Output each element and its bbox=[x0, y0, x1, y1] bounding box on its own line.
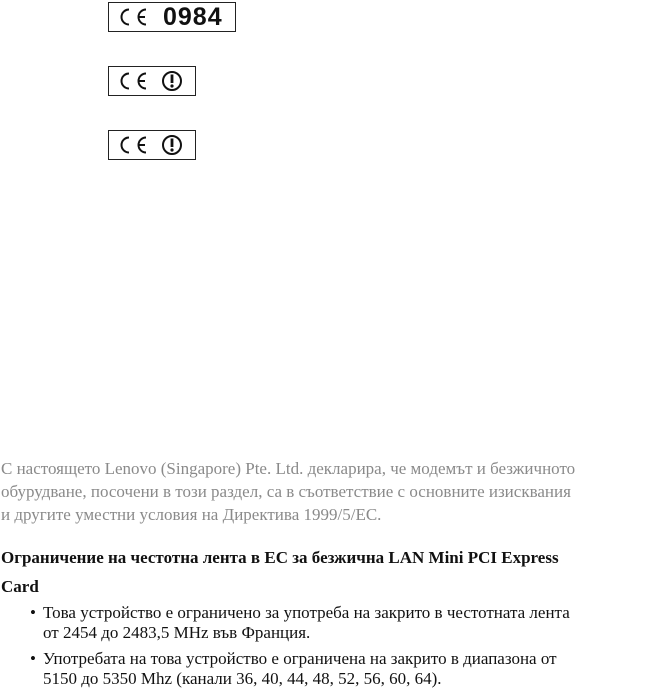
list-item bbox=[30, 603, 664, 643]
ce-mark-alert bbox=[108, 130, 196, 160]
declaration-line: С настоящето Lenovo (Singapore) Pte. Ltd. декларира, че модемът и безжичното bbox=[1, 459, 576, 478]
list-item-text: 5150 до 5350 Mhz (канали 36, 40, 44, 48, 52, 56, 60, 64). bbox=[43, 669, 442, 688]
list-item-text: Употребата на това устройство е ограничена на закрито в диапазона от bbox=[43, 649, 557, 668]
restriction-list bbox=[30, 603, 664, 695]
bullet-icon: • bbox=[30, 603, 36, 622]
ce-mark-0984 bbox=[108, 2, 236, 32]
declaration-paragraph bbox=[1, 457, 664, 526]
bullet-icon: • bbox=[30, 649, 36, 668]
ce-logo-icon bbox=[115, 135, 149, 155]
notified-body-number: 0984 bbox=[163, 2, 223, 31]
list-item-text: Това устройство е ограничено за употреба на закрито в честотната лента bbox=[43, 603, 570, 622]
list-item-text: от 2454 до 2483,5 MHz във Франция. bbox=[43, 623, 311, 642]
section-heading-line: Ограничение на честотна лента в ЕС за безжична LAN Mini PCI Express bbox=[1, 548, 559, 567]
section-heading bbox=[1, 543, 661, 601]
declaration-line: обурудване, посочени в този раздел, са в съответствие с основните изисквания bbox=[1, 482, 571, 501]
alert-icon bbox=[161, 134, 183, 156]
list-item bbox=[30, 649, 664, 689]
ce-logo-icon bbox=[115, 71, 149, 91]
ce-logo-icon bbox=[115, 7, 149, 27]
section-heading-line: Card bbox=[1, 577, 39, 596]
alert-icon bbox=[161, 70, 183, 92]
declaration-line: и другите уместни условия на Директива 1999/5/EC. bbox=[1, 505, 382, 524]
ce-mark-alert bbox=[108, 66, 196, 96]
